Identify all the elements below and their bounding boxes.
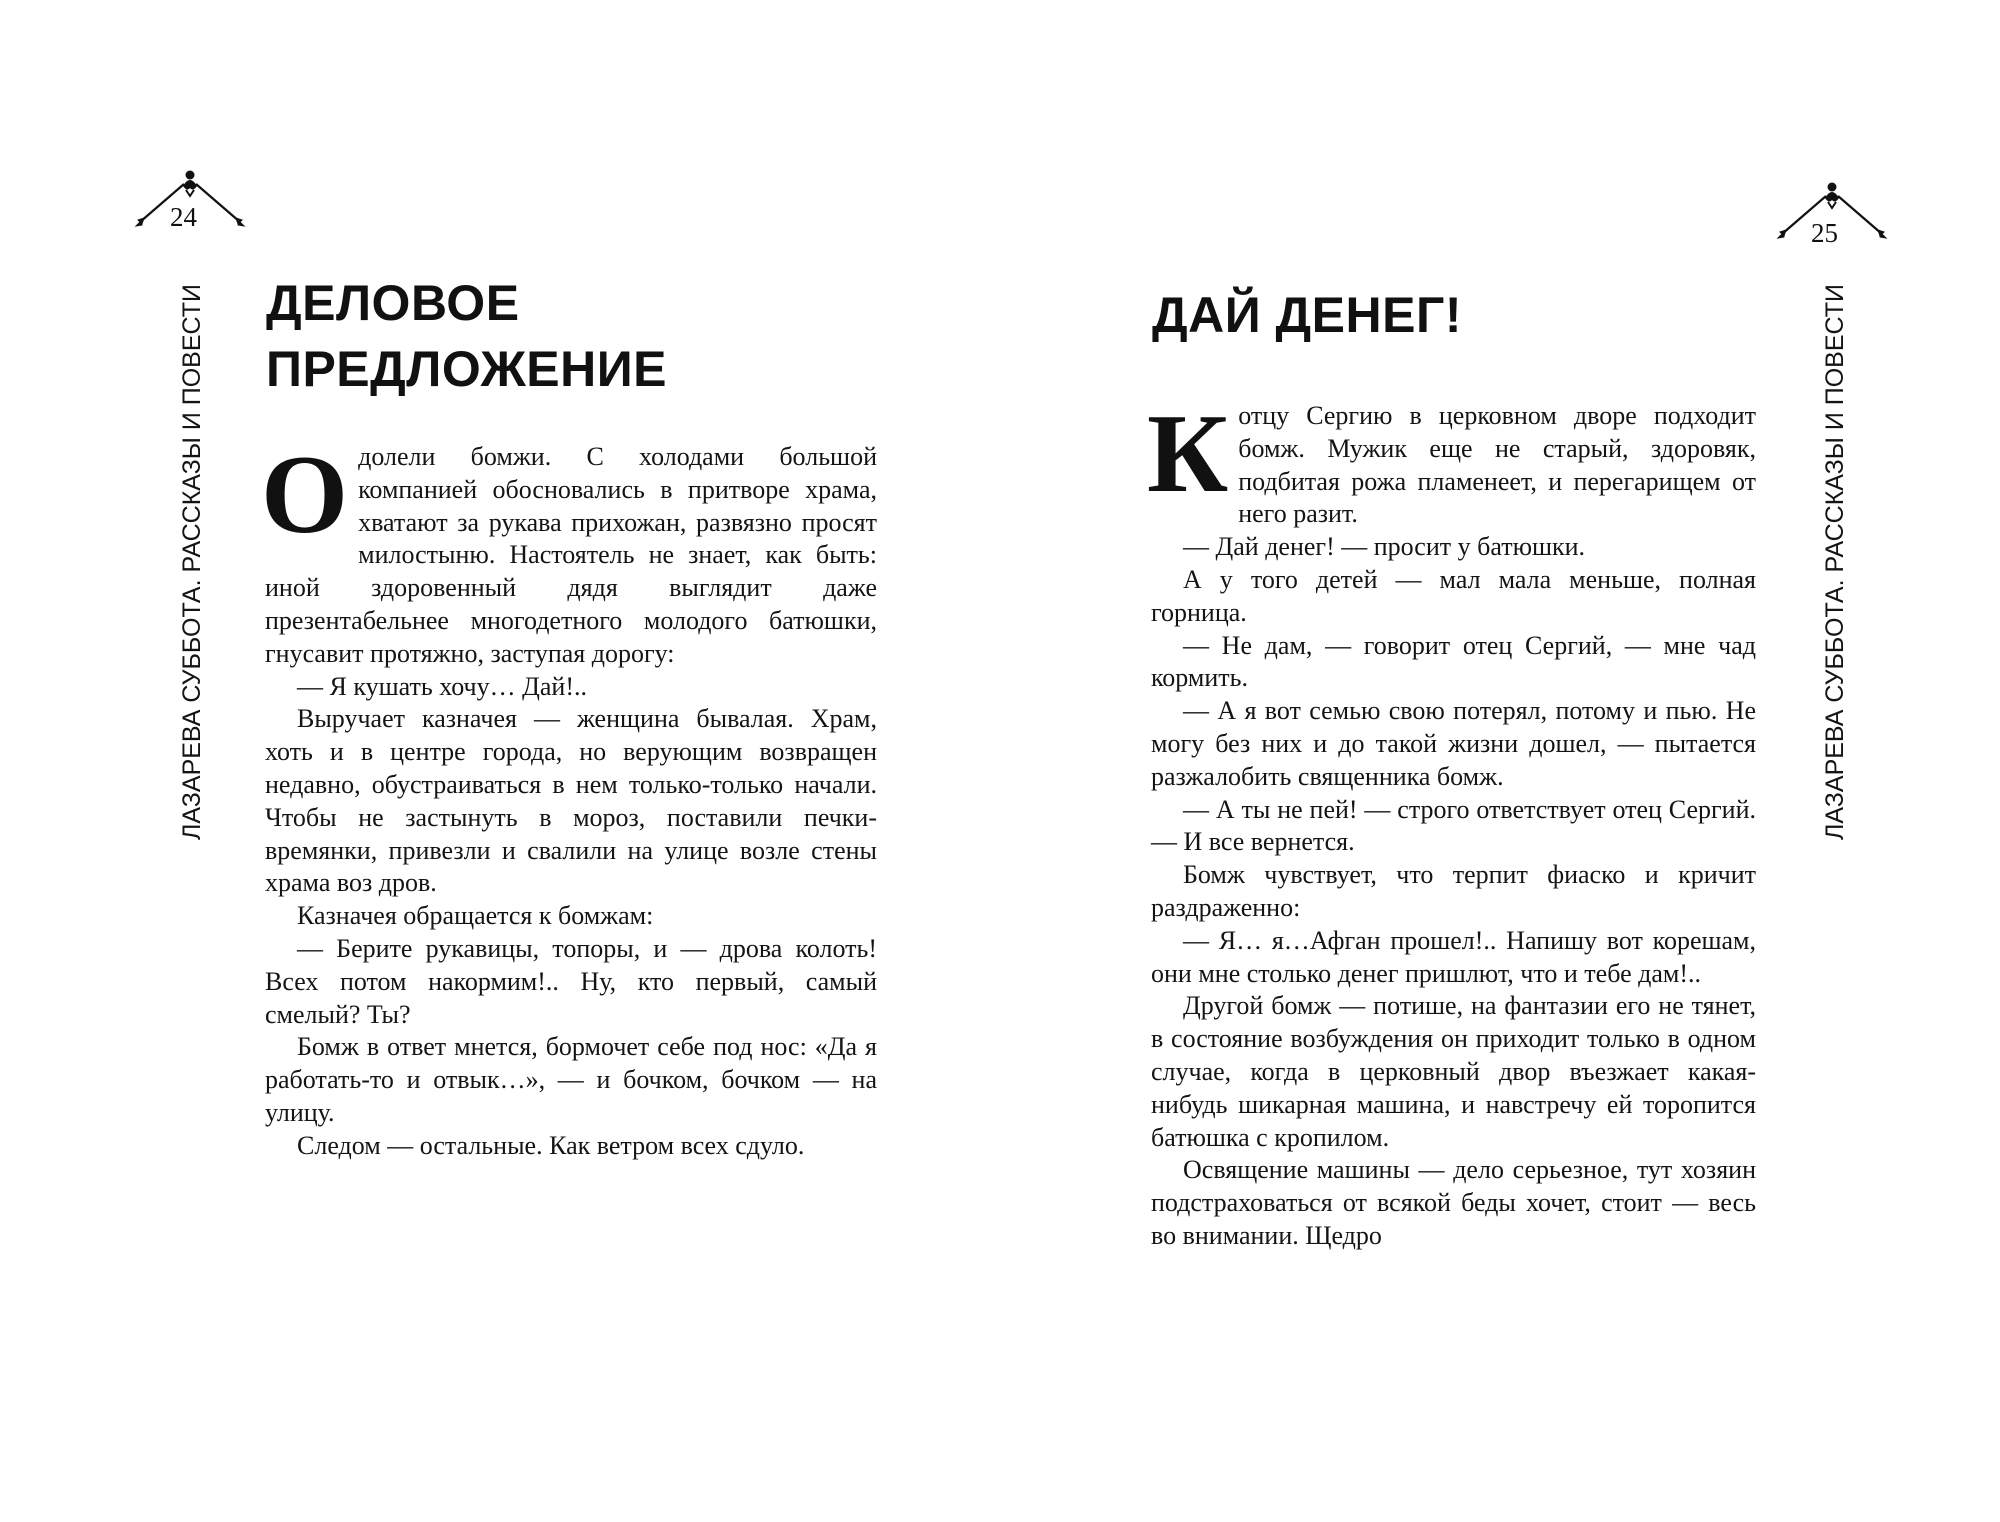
paragraph: Следом — остальные. Как ветром всех сдуло. — [297, 1130, 805, 1160]
body-text — [1147, 392, 1756, 1253]
paragraph: Освящение машины — дело серьезное, тут хозяин подстраховаться от всякой беды хочет, стоит — весь во внимании. Щедро — [1151, 1155, 1756, 1250]
paragraph: — Дай денег! — просит у батюшки. — [1183, 532, 1586, 562]
paragraph: Бомж чувствует, что терпит фиаско и кричит раздраженно: — [1151, 860, 1756, 922]
right-page — [1000, 0, 2000, 1522]
paragraph: — А ты не пей! — строго ответствует отец Сергий. — И все вернется. — [1151, 794, 1756, 857]
page-number: 24 — [170, 202, 197, 232]
paragraph: — Не дам, — говорит отец Сергий, — мне чад кормить. — [1151, 630, 1756, 693]
drop-cap: К — [1147, 392, 1229, 516]
body-text — [261, 433, 877, 1163]
paragraph: долели бомжи. С холодами большой компанией обосновались в притворе храма, хватают за рукава прихожан, развязно просят милостыню. Настоятель не знает, как быть: иной здоровенный дядя выглядит даже презентабельнее многодетного молодого батюшки, гнусавит протяжно, заступая дорогу: — [265, 442, 877, 668]
drop-cap: О — [261, 433, 349, 557]
paragraph: — Я кушать хочу… Дай!.. — [297, 671, 587, 701]
paragraph: отцу Сергию в церковном дворе подходит бомж. Мужик еще не старый, здоровяк, подбитая рожа пламенеет, и перегарищем от него разит. — [1238, 401, 1756, 529]
chapter-title-line: ДЕЛОВОЕ — [266, 275, 520, 331]
paragraph: Выручает казначея — женщина бывалая. Храм, хоть и в центре города, но верующим возвращен недавно, обустраиваться в нем только-только начали. Чтобы не застынуть в мороз, поставили печки-времянки, привезли и свалили на улице возле стены храма воз дров. — [265, 704, 877, 898]
page-number: 25 — [1811, 218, 1838, 248]
paragraph: А у того детей — мал мала меньше, полная горница. — [1151, 564, 1756, 627]
paragraph: Казначея обращается к бомжам: — [297, 901, 654, 931]
running-head: ЛАЗАРЕВА СУББОТА. РАССКАЗЫ И ПОВЕСТИ — [1821, 284, 1849, 840]
paragraph: — Я… я…Афган прошел!.. Напишу вот корешам, они мне столько денег пришлют, что и тебе дам!.. — [1151, 925, 1756, 988]
chapter-title — [1152, 282, 1462, 348]
paragraph: — А я вот семью свою потерял, потому и пью. Не могу без них и до такой жизни дошел, — пытается разжалобить священника бомж. — [1151, 696, 1756, 791]
chapter-title-line: ПРЕДЛОЖЕНИЕ — [266, 341, 668, 397]
chapter-title — [266, 270, 667, 402]
chapter-title-line: ДАЙ ДЕНЕГ! — [1152, 287, 1462, 343]
paragraph: — Берите рукавицы, топоры, и — дрова колоть! Всех потом накормим!.. Ну, кто первый, самый смелый? Ты? — [265, 933, 877, 1029]
paragraph: Бомж в ответ мнется, бормочет себе под нос: «Да я работать-то и отвык…», — и бочком, бочком — на улицу. — [265, 1032, 877, 1127]
paragraph: Другой бомж — потише, на фантазии его не тянет, в состояние возбуждения он приходит только в одном случае, когда в церковный двор въезжает какая-нибудь шикарная машина, и навстречу ей торопится батюшка с кропилом. — [1151, 991, 1756, 1152]
running-head: ЛАЗАРЕВА СУББОТА. РАССКАЗЫ И ПОВЕСТИ — [178, 284, 206, 840]
